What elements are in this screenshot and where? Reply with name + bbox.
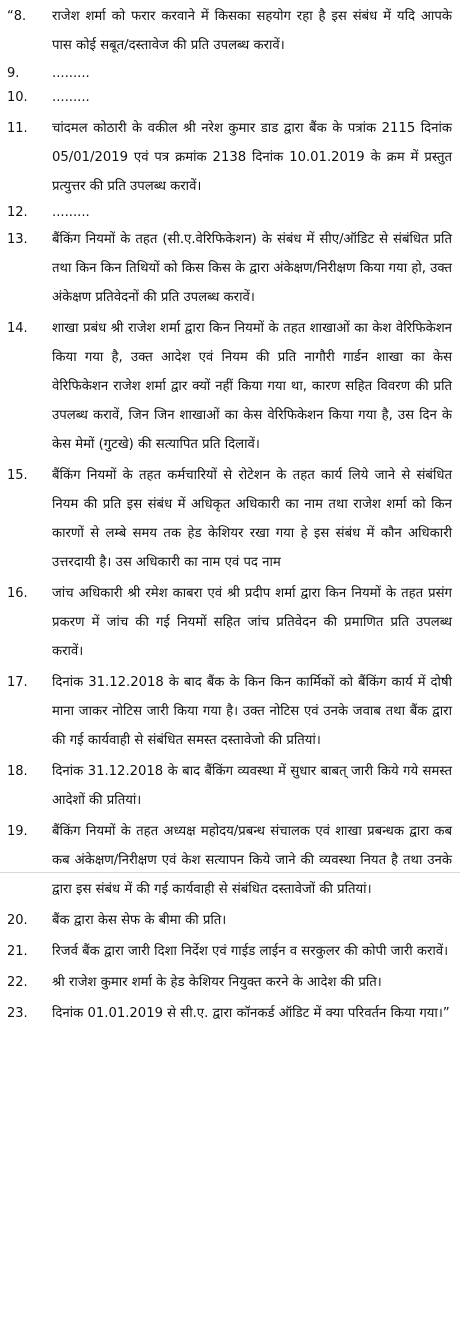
item-text: श्री राजेश कुमार शर्मा के हेड केशियर नियुक्त करने के आदेश की प्रति। <box>52 975 382 990</box>
item-text: बैंकिंग नियमों के तहत (सी.ए.वेरिफिकेशन) के संबंध में सीए/ऑडिट से संबंधित प्रति तथा किन किन तिथियों को किस किस के द्वारा अंकेक्षण/निरीक्षण किया गया हो, उक्त अंकेक्षण प्रतिवेदनों की प्रति उपलब्ध करावें। <box>52 232 452 305</box>
item-text: जांच अधिकारी श्री रमेश काबरा एवं श्री प्रदीप शर्मा द्वारा किन नियमों के तहत प्रसंग प्रकरण में जांच की गई नियमों सहित जांच प्रतिवेदन की प्रमाणित प्रति उपलब्ध करावें। <box>52 586 452 659</box>
item-number: “8. <box>7 9 27 24</box>
list-item-23 <box>0 999 460 1028</box>
list-item-18 <box>0 757 460 815</box>
item-number: 11. <box>7 121 28 136</box>
list-item-10 <box>0 86 460 110</box>
item-text: रिजर्व बैंक द्वारा जारी दिशा निर्देश एवं गाईड लाईन व सरकुलर की कोपी जारी करावें। <box>52 944 449 959</box>
item-number: 16. <box>7 586 28 601</box>
item-text: बैंकिंग नियमों के तहत कर्मचारियों से रोटेशन के तहत कार्य लिये जाने से संबंधित नियम की प्रति इस संबंध में अधिकृत अधिकारी का नाम तथा राजेश शर्मा को किन कारणों से लम्बे समय तक हेड केशियर रखा गया हे इस संबंध में कौन अधिकारी उत्तरदायी है। उस अधिकारी का नाम एवं पद नाम <box>52 468 452 570</box>
list-item-8 <box>0 2 460 60</box>
list-item-21 <box>0 937 460 966</box>
item-number: 14. <box>7 321 28 336</box>
item-text: चांदमल कोठारी के वकील श्री नरेश कुमार डाड द्वारा बैंक के पत्रांक 2115 दिनांक 05/01/2019 एवं पत्र क्रमांक 2138 दिनांक 10.01.2019 के क्रम में प्रस्तुत प्रत्युत्तर की प्रति उपलब्ध करावें। <box>52 121 452 194</box>
item-number: 12. <box>7 205 28 220</box>
list-item-16 <box>0 579 460 666</box>
item-number: 21. <box>7 944 28 959</box>
item-text: दिनांक 31.12.2018 के बाद बैंक के किन किन कार्मिकों को बैंकिंग कार्य में दोषी माना जाकर नोटिस जारी किया गया है। उक्त नोटिस एवं उनके जवाब तथा बैंक द्वारा की गई कार्यवाही से संबंधित समस्त दस्तावेजो की प्रतियां। <box>52 675 452 748</box>
item-number: 20. <box>7 913 28 928</box>
item-text: दिनांक 31.12.2018 के बाद बैंकिंग व्यवस्था में सुधार बाबत् जारी किये गये समस्त आदेशों की प्रतियां। <box>52 764 452 808</box>
item-text: ......... <box>52 205 90 220</box>
item-number: 19. <box>7 824 28 839</box>
item-text: बैंक द्वारा केस सेफ के बीमा की प्रति। <box>52 913 227 928</box>
list-item-22 <box>0 968 460 997</box>
list-item-15 <box>0 461 460 577</box>
item-number: 23. <box>7 1006 28 1021</box>
list-item-9 <box>0 62 460 86</box>
item-number: 18. <box>7 764 28 779</box>
list-item-11 <box>0 114 460 201</box>
item-number: 22. <box>7 975 28 990</box>
item-text: दिनांक 01.01.2019 से सी.ए. द्वारा कॉनकर्ड ऑडिट में क्या परिवर्तन किया गया।” <box>52 1006 450 1021</box>
list-item-17 <box>0 668 460 755</box>
item-number: 15. <box>7 468 28 483</box>
item-text: बैंकिंग नियमों के तहत अध्यक्ष महोदय/प्रबन्ध संचालक एवं शाखा प्रबन्धक द्वारा कब कब अंकेक्षण/निरीक्षण एवं केश सत्यापन किये जाने की व्यवस्था नियत है तथा उनके द्वारा इस संबंध में की गई कार्यवाही से संबंधित दस्तावेजों की प्रतियां। <box>52 824 452 897</box>
item-number: 9. <box>7 66 20 81</box>
item-number: 17. <box>7 675 28 690</box>
list-item-19 <box>0 817 460 904</box>
list-item-14 <box>0 314 460 459</box>
list-item-13 <box>0 225 460 312</box>
item-text: ......... <box>52 66 90 81</box>
item-text: ......... <box>52 90 90 105</box>
page-divider <box>0 872 460 873</box>
list-item-12 <box>0 203 460 223</box>
item-text: शाखा प्रबंध श्री राजेश शर्मा द्वारा किन नियमों के तहत शाखाओं का केश वेरिफिकेशन किया गया है, उक्त आदेश एवं नियम की प्रति नागौरी गार्डन शाखा का केस वेरिफिकेशन राजेश शर्मा द्वार क्यों नहीं किया गया था, कारण सहित विवरण की प्रति उपलब्ध करावें, जिन जिन शाखाओं का केस वेरिफिकेशन किया गया है, उस दिन के केस मेमों (गुटखे) की सत्यापित प्रति दिलावें। <box>52 321 452 452</box>
item-text: राजेश शर्मा को फरार करवाने में किसका सहयोग रहा है इस संबंध में यदि आपके पास कोई सबूत/दस्तावेज की प्रति उपलब्ध करावें। <box>52 9 452 53</box>
item-number: 10. <box>7 90 28 105</box>
item-number: 13. <box>7 232 28 247</box>
list-item-20 <box>0 906 460 935</box>
